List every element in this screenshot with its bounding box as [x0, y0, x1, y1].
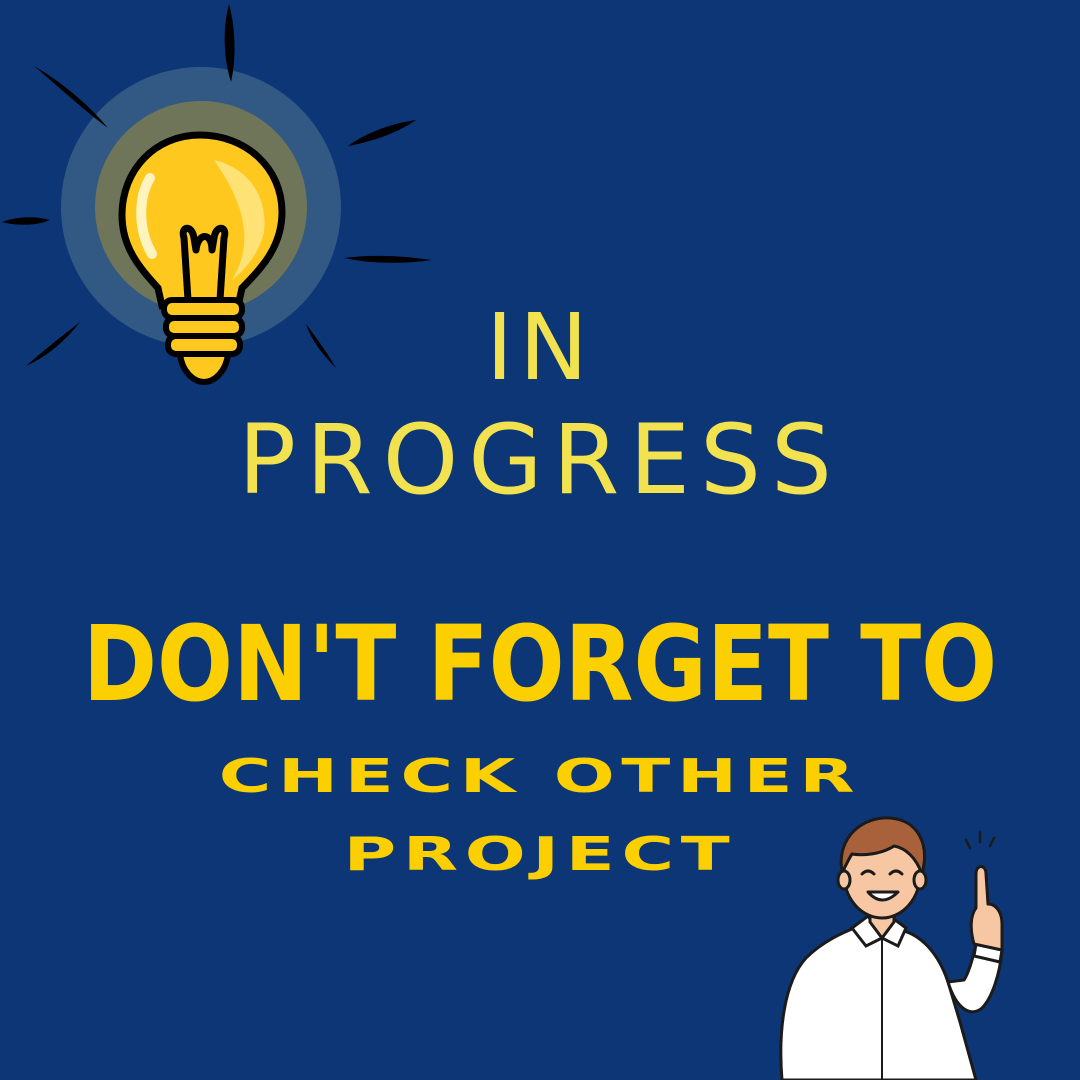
pointing-man-illustration	[770, 812, 1030, 1080]
reminder-line-2: CHECK OTHER	[218, 750, 862, 804]
reminder-line-3: PROJECT	[343, 828, 737, 882]
status-heading-progress: PROGRESS	[238, 404, 842, 516]
reminder-line-1: DON'T FORGET TO	[82, 603, 998, 725]
status-heading-in: IN	[486, 294, 594, 401]
